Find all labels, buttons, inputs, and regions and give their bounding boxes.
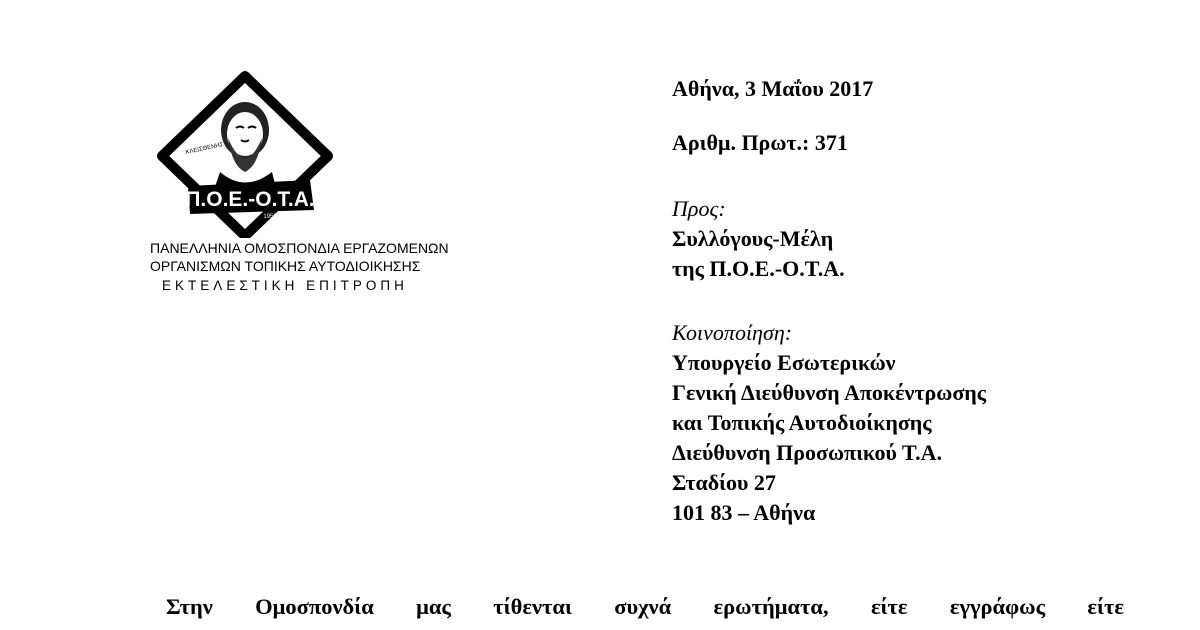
cc-line: 101 83 – Αθήνα — [672, 500, 816, 525]
cc-line: και Τοπικής Αυτοδιοίκησης — [672, 410, 932, 435]
letter-body-first-line: Στην Ομοσπονδία μας τίθενται συχνά ερωτήματα, είτε εγγράφως είτε — [166, 594, 1124, 619]
cc-line: Διεύθυνση Προσωπικού Τ.Α. — [672, 440, 942, 465]
letter-date: Αθήνα, 3 Μαΐου 2017 — [672, 76, 874, 101]
svg-text:ΚΛΕΙΣΘΕΝΗΣ: ΚΛΕΙΣΘΕΝΗΣ — [185, 142, 225, 156]
protocol-number: Αριθμ. Πρωτ.: 371 — [672, 130, 848, 155]
recipient-line: Συλλόγους-Μέλη — [672, 226, 834, 251]
cc-line: Σταδίου 27 — [672, 470, 776, 495]
org-name-line-1: ΠΑΝΕΛΛΗΝΙΑ ΟΜΟΣΠΟΝΔΙΑ ΕΡΓΑΖΟΜΕΝΩΝ — [150, 240, 449, 256]
bust-icon — [212, 102, 278, 196]
org-name-line-2: ΟΡΓΑΝΙΣΜΩΝ ΤΟΠΙΚΗΣ ΑΥΤΟΔΙΟΙΚΗΣΗΣ — [150, 258, 421, 274]
recipient-line: της Π.Ο.Ε.-Ο.Τ.Α. — [672, 256, 845, 281]
svg-text:Π.Ο.Ε.-Ο.Τ.Α.: Π.Ο.Ε.-Ο.Τ.Α. — [185, 188, 315, 211]
cc-line: Γενική Διεύθυνση Αποκέντρωσης — [672, 380, 987, 405]
organization-logo — [150, 68, 449, 298]
svg-text:1950: 1950 — [263, 214, 277, 220]
executive-committee-label: ΕΚΤΕΛΕΣΤΙΚΗ ΕΠΙΤΡΟΠΗ — [162, 278, 408, 293]
recipients-block — [672, 194, 845, 284]
logo-emblem — [150, 68, 420, 238]
cc-block — [672, 318, 986, 528]
recipients-label: Προς: — [672, 196, 726, 221]
cc-line: Υπουργείο Εσωτερικών — [672, 350, 896, 375]
cc-label: Κοινοποίηση: — [672, 320, 793, 345]
